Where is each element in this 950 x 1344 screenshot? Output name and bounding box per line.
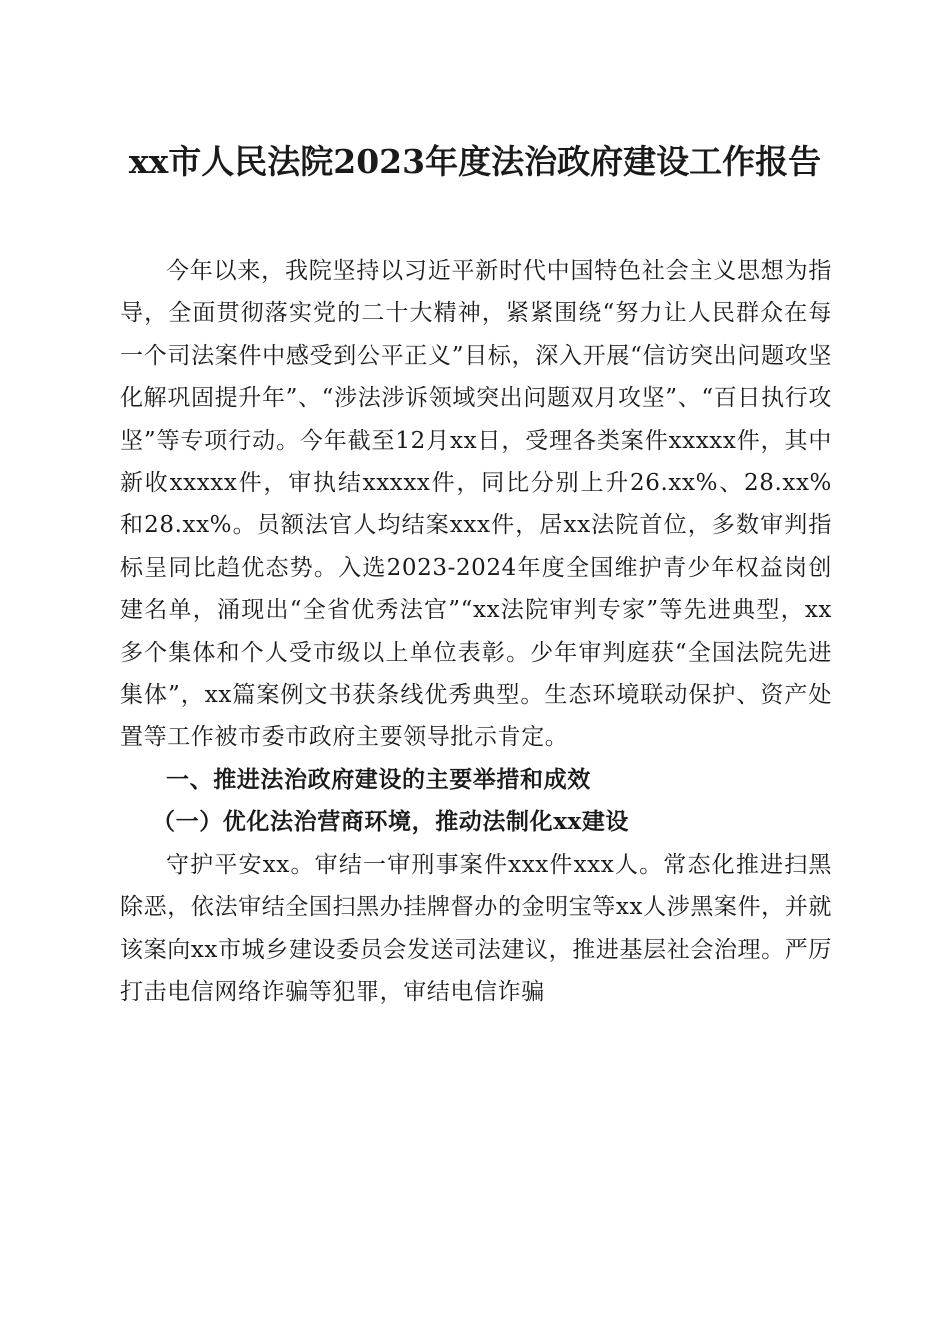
subsection-heading: （一）优化法治营商环境，推动法制化xx建设 xyxy=(152,808,630,836)
intro-paragraph: 今年以来，我院坚持以习近平新时代中国特色社会主义思想为指导，全面贯彻落实党的二十大精神，紧紧围绕“努力让人民群众在每一个司法案件中感受到公平正义”目标，深入开展“信访突出问题攻坚化解巩固提升年”、“涉法涉诉领域突出问题双月攻坚”、“百日执行攻坚”等专项行动。今年截至12月xx日，受理各类案件xxxxx件，其中新收xxxxx件，审执结xxxxx件，同比分别上升26.xx%、28.xx%和28.xx%。员额法官人均结案xxx件，居xx法院首位，多数审判指标呈同比趋优态势。入选2023-2024年度全国维护青少年权益岗创建名单，涌现出“全省优秀法官”“xx法院审判专家”等先进典型，xx多个集体和个人受市级以上单位表彰。少年审判庭获“全国法院先进集体”，xx篇案例文书获条线优秀典型。生态环境联动保护、资产处置等工作被市委市政府主要领导批示肯定。 xyxy=(120,258,832,751)
section-heading: 一、推进法治政府建设的主要举措和成效 xyxy=(166,766,591,793)
document-title: xx市人民法院2023年度法治政府建设工作报告 xyxy=(128,142,822,181)
subsection-paragraph: 守护平安xx。审结一审刑事案件xxx件xxx人。常态化推进扫黑除恶，依法审结全国扫黑办挂牌督办的金明宝等xx人涉黑案件，并就该案向xx市城乡建设委员会发送司法建议，推进基层社会治理。严厉打击电信网络诈骗等犯罪，审结电信诈骗 xyxy=(120,851,832,1005)
document-body xyxy=(120,250,832,1013)
